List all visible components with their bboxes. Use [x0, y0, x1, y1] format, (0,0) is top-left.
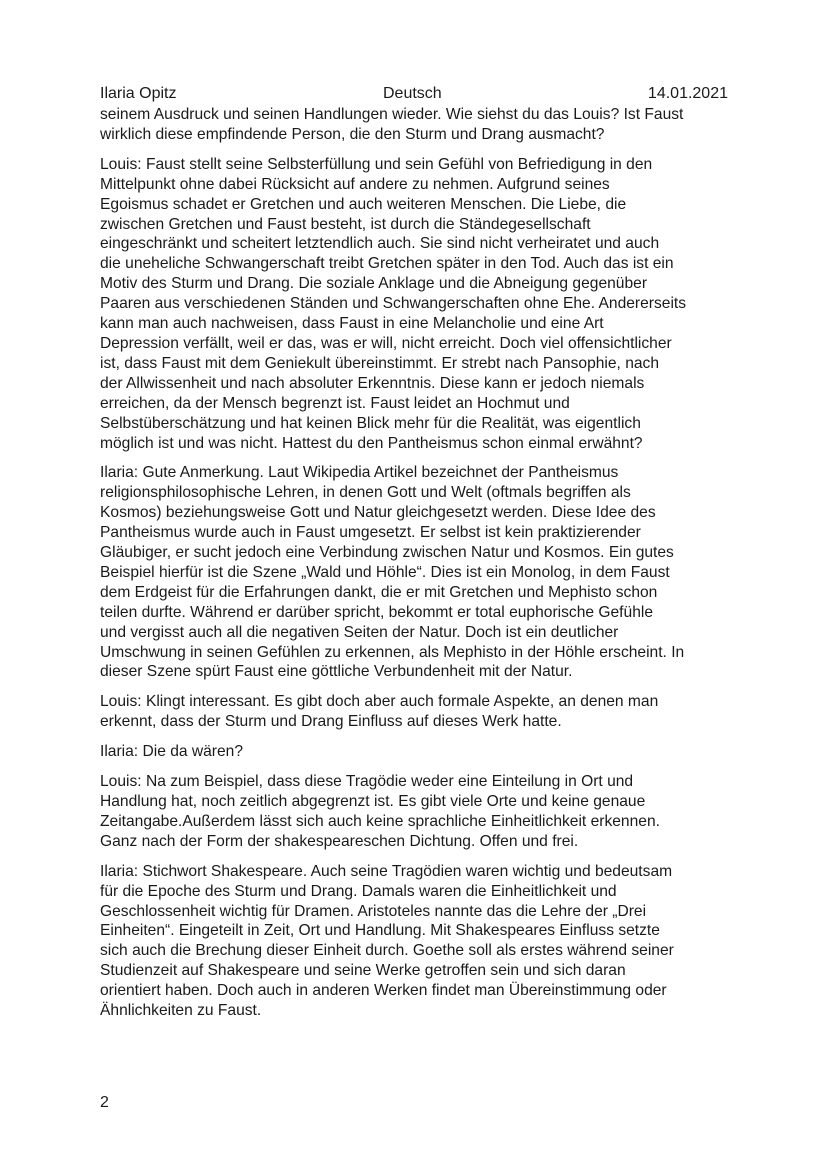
text-line: möglich ist und was nicht. Hattest du den Pantheismus schon einmal erwähnt? — [100, 434, 643, 452]
paragraph — [100, 155, 740, 454]
text-line: erkennt, dass der Sturm und Drang Einfluss auf dieses Werk hatte. — [100, 713, 562, 731]
header-subject: Deutsch — [383, 85, 442, 102]
text-line: Studienzeit auf Shakespeare und seine Werke getroffen sein und sich daran — [100, 962, 626, 980]
paragraph — [100, 862, 740, 1021]
paragraph — [100, 105, 740, 145]
text-line: Depression verfällt, weil er das, was er will, nicht erreicht. Doch viel offensichtlicher — [100, 334, 672, 352]
text-line: Ilaria: Die da wären? — [100, 743, 244, 761]
page-number: 2 — [100, 1094, 109, 1111]
text-line: Motiv des Sturm und Drang. Die soziale Anklage und die Abneigung gegenüber — [100, 275, 648, 293]
text-line: religionsphilosophische Lehren, in denen Gott und Welt (oftmals begriffen als — [100, 484, 631, 502]
text-line: Pantheismus wurde auch in Faust umgesetzt. Er selbst ist kein praktizierender — [100, 524, 641, 542]
text-line: Beispiel hierfür ist die Szene „Wald und Höhle“. Dies ist ein Monolog, in dem Faust — [100, 563, 670, 581]
paragraph — [100, 772, 740, 852]
paragraph — [100, 742, 740, 762]
text-line: Louis: Klingt interessant. Es gibt doch aber auch formale Aspekte, an denen man — [100, 693, 659, 711]
document-body — [100, 105, 740, 1031]
text-line: dem Erdgeist für die Erfahrungen dankt, die er mit Gretchen und Mephisto schon — [100, 583, 658, 601]
text-line: die uneheliche Schwangerschaft treibt Gretchen später in den Tod. Auch das ist ein — [100, 255, 674, 273]
text-line: Handlung hat, noch zeitlich abgegrenzt ist. Es gibt viele Orte und keine genaue — [100, 793, 646, 810]
text-line: Gläubiger, er sucht jedoch eine Verbindung zwischen Natur und Kosmos. Ein gutes — [100, 544, 674, 562]
text-line: Einheiten“. Eingeteilt in Zeit, Ort und Handlung. Mit Shakespeares Einfluss setzte — [100, 922, 660, 940]
text-line: Louis: Faust stellt seine Selbsterfüllung und sein Gefühl von Befriedigung in den — [100, 155, 653, 173]
text-line: Mittelpunkt ohne dabei Rücksicht auf andere zu nehmen. Aufgrund seines — [100, 175, 610, 193]
text-line: für die Epoche des Sturm und Drang. Damals waren die Einheitlichkeit und — [100, 882, 617, 900]
text-line: seinem Ausdruck und seinen Handlungen wieder. Wie siehst du das Louis? Ist Faust — [100, 106, 684, 123]
text-line: Paaren aus verschiedenen Ständen und Schwangerschaften ohne Ehe. Andererseits — [100, 295, 687, 313]
text-line: Ähnlichkeiten zu Faust. — [100, 1002, 262, 1020]
header-date: 14.01.2021 — [647, 85, 728, 102]
text-line: Ilaria: Stichwort Shakespeare. Auch seine Tragödien waren wichtig und bedeutsam — [100, 862, 673, 880]
text-line: Umschwung in seinen Gefühlen zu erkennen, als Mephisto in der Höhle erscheint. In — [100, 643, 685, 661]
paragraph — [100, 463, 740, 682]
text-line: zwischen Gretchen und Faust besteht, ist durch die Ständegesellschaft — [100, 215, 591, 233]
text-line: kann man auch nachweisen, dass Faust in eine Melancholie und eine Art — [100, 315, 604, 333]
text-line: Ganz nach der Form der shakespeareschen Dichtung. Offen und frei. — [100, 832, 579, 850]
text-line: und vergisst auch all die negativen Seiten der Natur. Doch ist ein deutlicher — [100, 623, 619, 641]
paragraph — [100, 692, 740, 732]
page-header — [100, 84, 728, 106]
text-line: Geschlossenheit wichtig für Dramen. Aristoteles nannte das die Lehre der „Drei — [100, 902, 647, 920]
text-line: der Allwissenheit und nach absoluter Erkenntnis. Diese kann er jedoch niemals — [100, 374, 645, 392]
text-line: Louis: Na zum Beispiel, dass diese Tragödie weder eine Einteilung in Ort und — [100, 773, 634, 791]
header-author: Ilaria Opitz — [100, 85, 177, 102]
text-line: ist, dass Faust mit dem Geniekult übereinstimmt. Er strebt nach Pansophie, nach — [100, 354, 660, 372]
text-line: Ilaria: Gute Anmerkung. Laut Wikipedia Artikel bezeichnet der Pantheismus — [100, 464, 619, 482]
text-line: Selbstüberschätzung und hat keinen Blick mehr für die Realität, was eigentlich — [100, 414, 641, 432]
text-line: dieser Szene spürt Faust eine göttliche Verbundenheit mit der Natur. — [100, 663, 573, 681]
text-line: Kosmos) beziehungsweise Gott und Natur gleichgesetzt werden. Diese Idee des — [100, 504, 656, 522]
text-line: Zeitangabe.Außerdem lässt sich auch keine sprachliche Einheitlichkeit erkennen. — [100, 812, 660, 830]
text-line: orientiert haben. Doch auch in anderen Werken findet man Übereinstimmung oder — [100, 982, 667, 1000]
text-line: erreichen, da der Mensch begrenzt ist. Faust leidet an Hochmut und — [100, 394, 570, 412]
text-line: eingeschränkt und scheitert letztendlich auch. Sie sind nicht verheiratet und auch — [100, 235, 660, 253]
text-line: Egoismus schadet er Gretchen und auch weiteren Menschen. Die Liebe, die — [100, 195, 627, 213]
text-line: teilen durfte. Während er darüber spricht, bekommt er total euphorische Gefühle — [100, 603, 653, 621]
text-line: wirklich diese empfindende Person, die den Sturm und Drang ausmacht? — [100, 125, 605, 143]
text-line: sich auch die Brechung dieser Einheit durch. Goethe soll als erstes während seiner — [100, 942, 674, 960]
